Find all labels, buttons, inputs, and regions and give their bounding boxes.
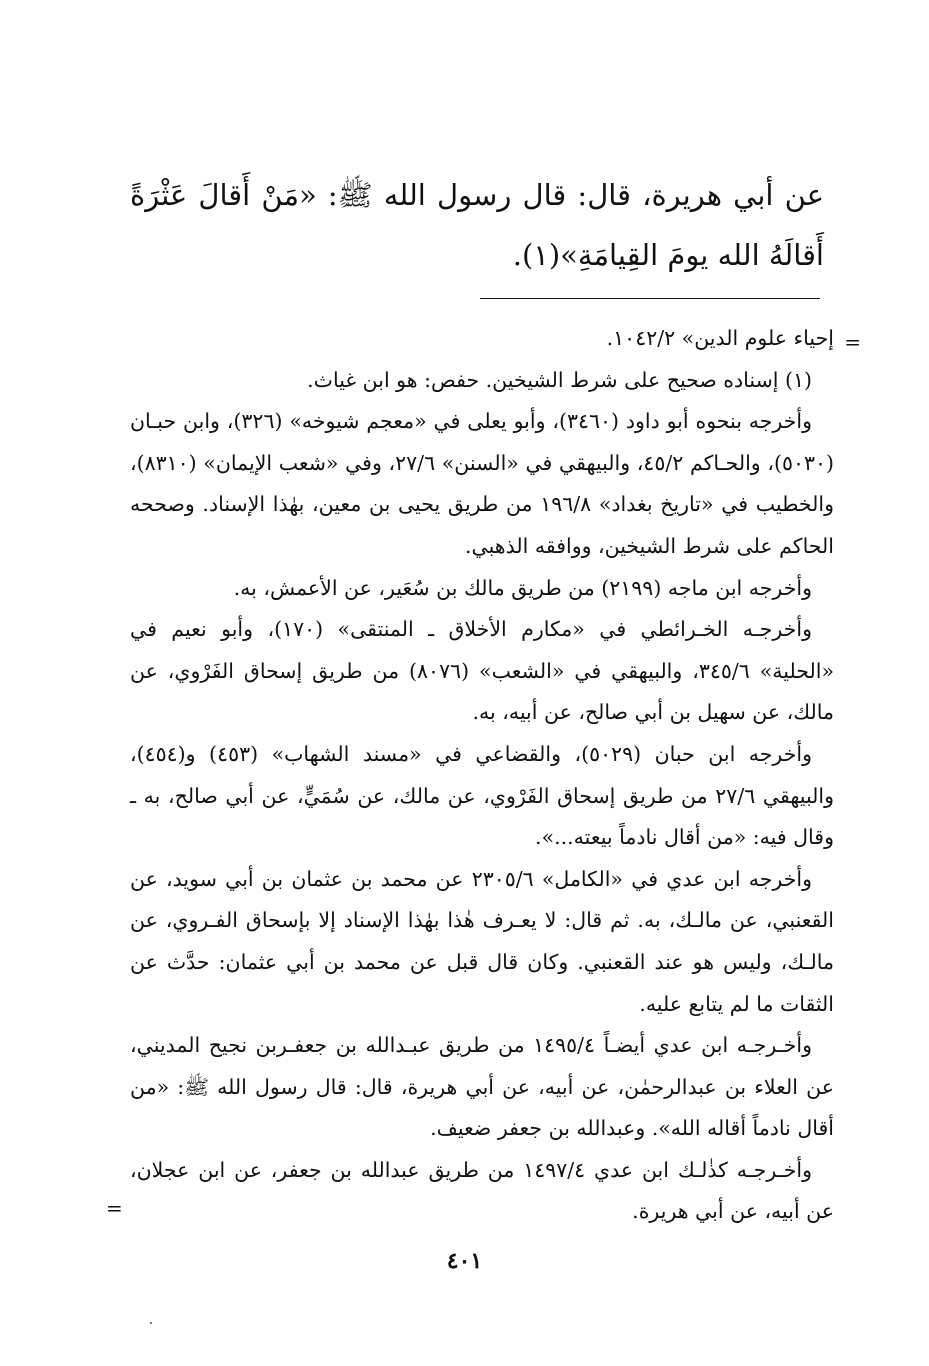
footnote-paragraph: وأخرجه ابن ماجه (٢١٩٩) من طريق مالك بن سُعَير، عن الأعمش، به.	[233, 575, 812, 600]
scan-speck	[150, 1322, 152, 1324]
page-number: ٤٠١	[446, 1248, 483, 1274]
footnote-paragraph: وأخرجه ابن حبان (٥٠٢٩)، والقضاعي في «مسند الشهاب» (٤٥٣) و(٤٥٤)، والبيهقي ٢٧/٦ من طريق إسحاق الفَرْوي، عن مالك، عن سُمَيٍّ، عن أبي صالح، به ـ وقال فيه: «من أقال نادماً بيعته...».	[130, 741, 835, 850]
footnote-paragraph: وأخرجه ابن عدي في «الكامل» ٢٣٠٥/٦ عن محمد بن عثمان بن أبي سويد، عن القعنبي، عن مالـك، به. ثم قال: لا يعـرف هٰذا بهٰذا الإسناد إلا بإسحاق الفـروي، عن مالـك، وليس هو عند القعنبي. وكان قال قبل عن محمد بن أبي عثمان: حدَّث عن الثقات ما لم يتابع عليه.	[130, 866, 834, 1016]
footnote-paragraph: (١) إسناده صحيح على شرط الشيخين. حفص: هو ابن غياث.	[307, 367, 812, 392]
footnote-paragraph: وأخـرجـه ابن عدي أيضـاً ١٤٩٥/٤ من طريق عبـدالله بن جعفـربن نجيح المديني، عن العلاء بن عبدالرحمٰن، عن أبيه، عن أبي هريرة، قال: قال رسول الله ﷺ: «من أقال نادماً أقاله الله». وعبدالله بن جعفر ضعيف.	[130, 1033, 834, 1141]
footnote-paragraph: وأخرجـه الخـرائطي في «مكارم الأخلاق ـ المنتقى» (١٧٠)، وأبو نعيم في «الحلية» ٣٤٥/٦، والبيهقي في «الشعب» (٨٠٧٦) من طريق إسحاق الفَرْوي، عن مالك، عن سهيل بن أبي صالح، عن أبيه، به.	[130, 617, 834, 725]
footnote-paragraph: إحياء علوم الدين» ١٠٤٢/٢.	[606, 326, 834, 350]
footnotes-block	[130, 318, 834, 1233]
continuation-mark-top: =	[844, 330, 861, 354]
hadith-text: عن أبي هريرة، قال: قال رسول الله ﷺ: «مَنْ أَقالَ عَثْرَةً أَقالَهُ الله يومَ القِيامَةِ»(١).	[130, 178, 824, 272]
continuation-mark-bottom: =	[106, 1196, 123, 1220]
footnote-paragraph: وأخرجه بنحوه أبو داود (٣٤٦٠)، وأبو يعلى في «معجم شيوخه» (٣٢٦)، وابن حبـان (٥٠٣٠)، والحـاكم ٤٥/٢، والبيهقي في «السنن» ٢٧/٦، وفي «شعب الإيمان» (٨٣١٠)، والخطيب في «تاريخ بغداد» ١٩٦/٨ من طريق يحيى بن معين، بهٰذا الإسناد. وصححه الحاكم على شرط الشيخين، ووافقه الذهبي.	[130, 409, 834, 558]
main-text-block	[130, 165, 824, 285]
footnote-separator	[480, 298, 820, 299]
footnote-paragraph: وأخـرجـه كذٰلـك ابن عدي ١٤٩٧/٤ من طريق عبدالله بن جعفر، عن ابن عجلان، عن أبيه، عن أبي هريرة.	[130, 1157, 834, 1224]
